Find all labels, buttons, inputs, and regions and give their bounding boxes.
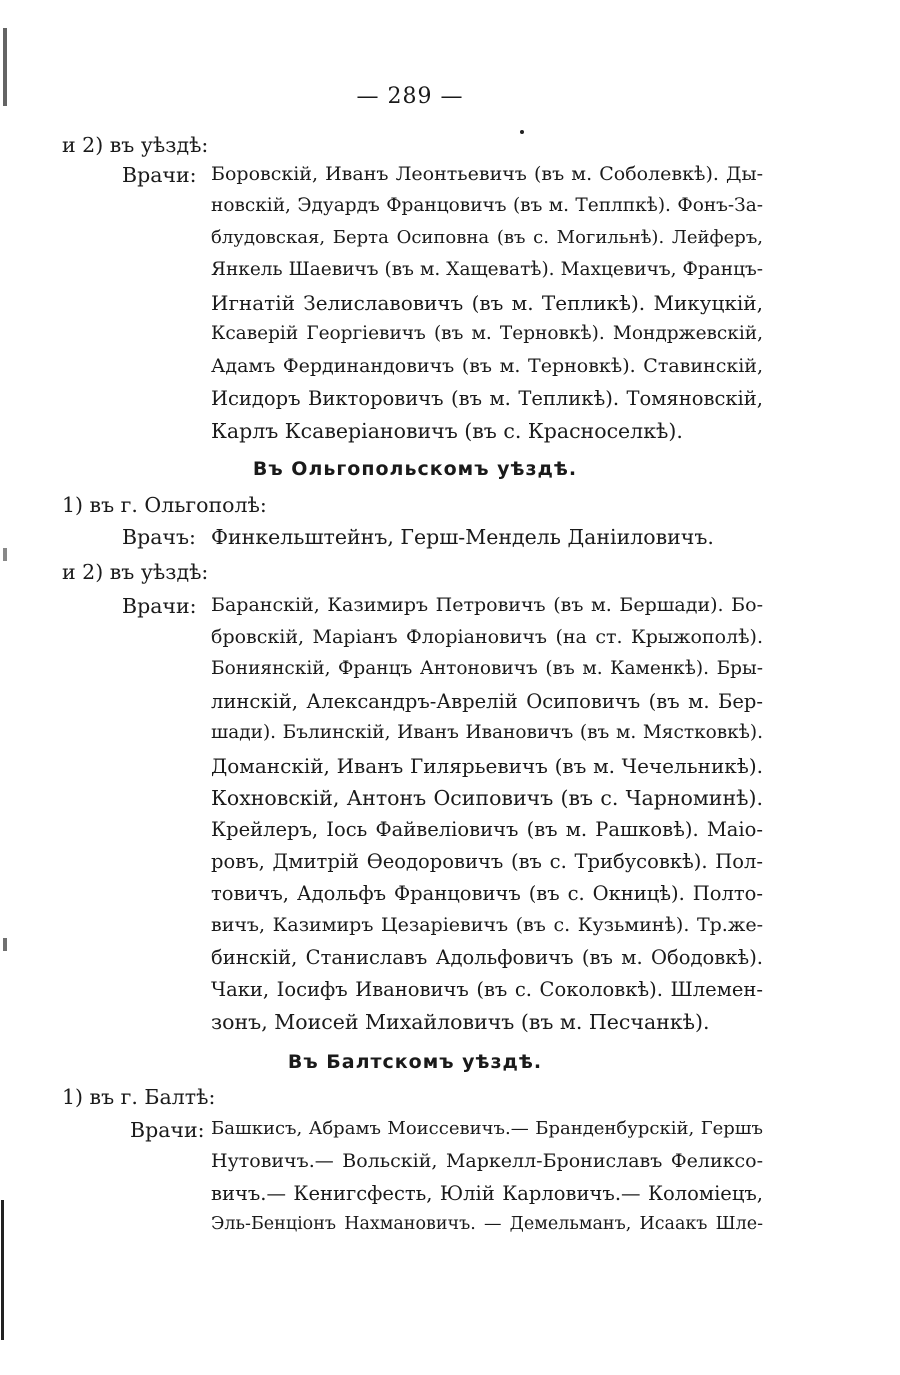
city-subheading: 1) въ г. Балтѣ:	[62, 1085, 216, 1109]
section-heading: Въ Ольгопольскомъ уѣздѣ.	[252, 458, 578, 480]
ink-speck	[520, 130, 524, 134]
entry-line: Кохновскій, Антонъ Осиповичъ (въ с. Чарноминѣ).	[211, 786, 763, 810]
entry-line: блудовская, Берта Осиповна (въ с. Могильнѣ). Лейферъ,	[211, 227, 763, 248]
entry-line: Баранскій, Казимиръ Петровичъ (въ м. Бершади). Бо-	[211, 594, 763, 616]
city-subheading: 1) въ г. Ольгополѣ:	[62, 493, 267, 517]
entry-line: ровъ, Дмитрій Ѳеодоровичъ (въ с. Трибусовкѣ). Пол-	[211, 850, 763, 873]
entry-line: Боровскій, Иванъ Леонтьевичъ (въ м. Соболевкѣ). Ды-	[211, 163, 763, 185]
page-edge-shadow-lower	[1, 1200, 4, 1340]
entry-line: Адамъ Фердинандовичъ (въ м. Терновкѣ). Ставинскій,	[211, 355, 763, 377]
entry-line: шади). Бълинскій, Иванъ Ивановичъ (въ м. Мястковкѣ).	[211, 722, 763, 743]
entry-line: зонъ, Моисей Михайловичъ (въ м. Песчанкѣ).	[211, 1010, 710, 1034]
entry-line: бинскій, Станиславъ Адольфовичъ (въ м. Ободовкѣ).	[211, 946, 763, 969]
page-edge-shadow	[3, 28, 7, 1328]
entry-line: Финкельштейнъ, Герш-Мендель Даніиловичъ.	[211, 525, 714, 549]
entry-line: Игнатій Зелиславовичъ (въ м. Тепликѣ). Микуцкій,	[211, 291, 763, 315]
entry-line: линскій, Александръ-Аврелій Осиповичъ (въ м. Бер-	[211, 690, 763, 713]
entry-line: вичъ.— Кенигсфесть, Юлій Карловичъ.— Коломіецъ,	[211, 1182, 763, 1205]
doctor-label: Врачъ:	[122, 525, 196, 549]
doctors-label: Врачи:	[122, 163, 197, 187]
district-subheading: и 2) въ уѣздѣ:	[62, 560, 209, 584]
entry-line: Крейлеръ, Іось Файвеліовичъ (въ м. Рашковѣ). Маіо-	[211, 818, 763, 841]
section-heading: Въ Балтскомъ уѣздѣ.	[287, 1051, 543, 1073]
entry-line: Янкель Шаевичъ (въ м. Хащеватѣ). Махцевичъ, Францъ-	[211, 259, 763, 280]
doctors-label: Врачи:	[122, 594, 197, 618]
page-number: — 289 —	[356, 84, 464, 109]
doctors-label: Врачи:	[130, 1118, 205, 1142]
entry-line: Чаки, Іосифъ Ивановичъ (въ с. Соколовкѣ). Шлемен-	[211, 978, 763, 1001]
entry-line: Нутовичъ.— Вольскій, Маркелл-Брониславъ Феликсо-	[211, 1150, 763, 1172]
entry-line: Бониянскій, Францъ Антоновичъ (въ м. Каменкѣ). Бры-	[211, 658, 763, 679]
entry-line: Карлъ Ксаверіановичъ (въ с. Красноселкѣ).	[211, 419, 683, 443]
entry-line: вичъ, Казимиръ Цезаріевичъ (въ с. Кузьминѣ). Тр.же-	[211, 914, 763, 936]
entry-line: Исидоръ Викторовичъ (въ м. Тепликѣ). Томяновскій,	[211, 387, 763, 410]
entry-line: новскій, Эдуардъ Францовичъ (въ м. Теплпкѣ). Фонъ-За-	[211, 195, 763, 216]
entry-line: товичъ, Адольфъ Францовичъ (въ с. Окницѣ). Полто-	[211, 882, 763, 905]
entry-line: Ксаверій Георгіевичъ (въ м. Терновкѣ). Мондржевскій,	[211, 323, 763, 344]
entry-line: Башкисъ, Абрамъ Моиссевичъ.— Бранденбурскій, Гершъ	[211, 1118, 763, 1139]
entry-line: Доманскій, Иванъ Гилярьевичъ (въ м. Чечельникѣ).	[211, 754, 763, 778]
entry-line: бровскій, Маріанъ Флоріановичъ (на ст. Крыжополѣ).	[211, 626, 763, 648]
entry-line: Эль-Бенціонъ Нахмановичъ. — Демельманъ, Исаакъ Шле-	[211, 1214, 763, 1234]
district-subheading: и 2) въ уѣздѣ:	[62, 133, 209, 157]
